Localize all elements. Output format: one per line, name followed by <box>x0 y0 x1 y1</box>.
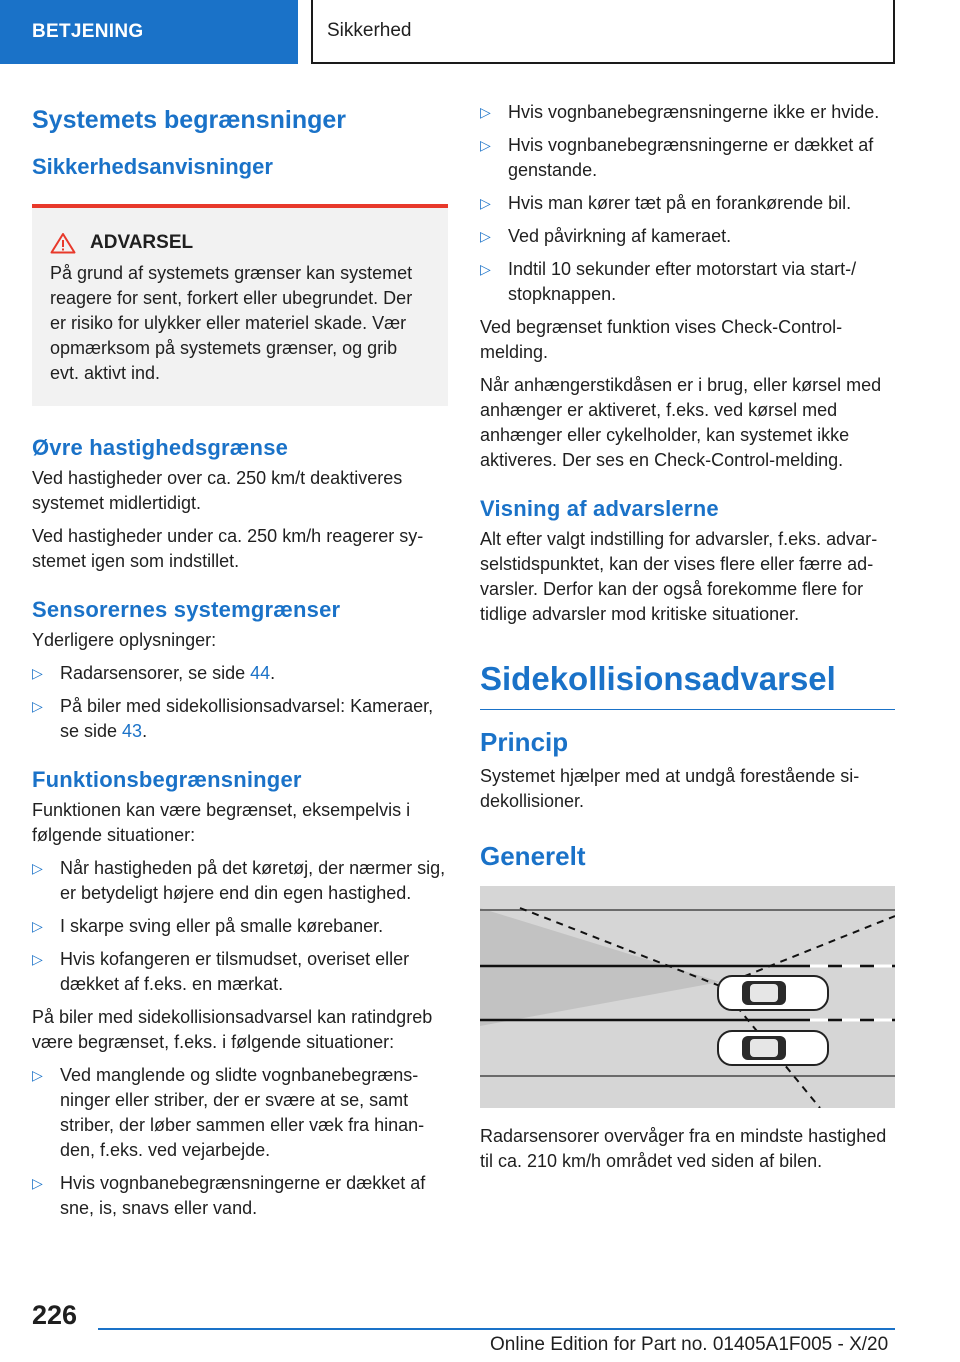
function-intro: Funktionen kan være begrænset, eksempelvis i følgende situationer: <box>32 800 411 845</box>
list-item-text: Hvis vognbanebegrænsningerne ikke er hvide. <box>508 102 880 122</box>
figure-caption: Radarsensorer overvåger fra en mindste hastighed til ca. 210 km/h området ved siden af bilen. <box>480 1126 887 1171</box>
list-item-text: Ved manglende og slidte vognbanebegrænsninger eller striber, der er svære at se, samt striber, der løber sammen eller væk fra hinanden, f.eks. ved vejarbejde. <box>60 1065 425 1160</box>
warning-triangle-icon <box>50 232 76 254</box>
triangle-bullet-icon: ▷ <box>480 195 491 211</box>
list-item-end: . <box>142 721 148 741</box>
triangle-bullet-icon: ▷ <box>32 1067 43 1083</box>
car-top-icon <box>718 976 828 1010</box>
list-item <box>32 694 448 744</box>
speed-heading: Øvre hastighedsgrænse <box>32 435 289 460</box>
list-item <box>480 133 895 183</box>
footer-edition: Online Edition for Part no. 01405A1F005 - X/20 <box>490 1334 889 1355</box>
list-item <box>480 257 895 307</box>
list-item <box>480 100 895 125</box>
list-item <box>32 1063 448 1163</box>
page-link-43[interactable]: 43 <box>122 721 143 741</box>
list-item-text: Hvis vognbanebegrænsningerne er dækket af genstande. <box>508 135 874 180</box>
list-item-text: Ved påvirkning af kameraet. <box>508 226 732 246</box>
list-item-end: . <box>270 663 276 683</box>
trailer-paragraph: Når anhængerstikdåsen er i brug, eller kørsel med anhænger er aktiveret, f.eks. ved kørsel med anhænger eller cykelholder, kan systemet ikke aktiveres. Der ses en Check-Control-melding. <box>480 375 882 470</box>
steering-list <box>32 1063 448 1221</box>
triangle-bullet-icon: ▷ <box>32 918 43 934</box>
side-collision-illustration <box>480 886 895 1108</box>
function-list <box>32 856 448 997</box>
list-item-text: Når hastigheden på det køretøj, der nærmer sig, er betydeligt højere end din egen hastighed. <box>60 858 446 903</box>
triangle-bullet-icon: ▷ <box>480 104 491 120</box>
principle-text: Systemet hjælper med at undgå forestående sidekollisioner. <box>480 766 860 811</box>
triangle-bullet-icon: ▷ <box>480 137 491 153</box>
triangle-bullet-icon: ▷ <box>32 860 43 876</box>
sensors-list <box>32 661 448 744</box>
right-column <box>480 100 895 1182</box>
list-item <box>480 224 895 249</box>
steering-paragraph: På biler med sidekollisionsadvarsel kan ratindgreb være begrænset, f.eks. i følgende situationer: <box>32 1007 433 1052</box>
triangle-bullet-icon: ▷ <box>480 228 491 244</box>
warning-label: ADVARSEL <box>90 232 194 253</box>
lane-list <box>480 100 895 307</box>
page-number: 226 <box>32 1300 78 1330</box>
left-column <box>32 100 448 1229</box>
list-item-text: Indtil 10 sekunder efter motorstart via start-/ stopknappen. <box>508 259 857 304</box>
list-item <box>32 661 448 686</box>
list-item <box>480 191 895 216</box>
list-item <box>32 914 448 939</box>
general-heading: Generelt <box>480 841 586 871</box>
speed-paragraph-1: Ved hastigheder over ca. 250 km/t deaktiveres systemet midlertidigt. <box>32 468 403 513</box>
list-item <box>32 947 448 997</box>
sensors-intro: Yderligere oplysninger: <box>32 630 217 650</box>
list-item-text: Hvis man kører tæt på en forankørende bil. <box>508 193 852 213</box>
chapter-heading: Sidekollisionsadvarsel <box>480 657 895 710</box>
list-item-text: Hvis vognbanebegrænsningerne er dækket af sne, is, snavs eller vand. <box>60 1173 426 1218</box>
check-control-paragraph: Ved begrænset funktion vises Check-Control-melding. <box>480 317 843 362</box>
function-limits-heading: Funktionsbegrænsninger <box>32 767 302 792</box>
triangle-bullet-icon: ▷ <box>32 951 43 967</box>
triangle-bullet-icon: ▷ <box>32 698 43 714</box>
warnings-display-text: Alt efter valgt indstilling for advarsler, f.eks. advarselstidspunktet, kan der vises flere eller færre advarsler. Derfor kan der også forekomme flere for tidlige advarsler mod kritiske situationer. <box>480 529 878 624</box>
list-item <box>32 856 448 906</box>
triangle-bullet-icon: ▷ <box>480 261 491 277</box>
safety-subtitle: Sikkerhedsanvisninger <box>32 154 273 179</box>
warning-text: På grund af systemets grænser kan systemet reagere for sent, forkert eller ubegrundet. Der er risiko for ulykker eller materiel skade. Vær opmærksom på systemets grænser, og grib evt. aktivt ind. <box>50 263 413 383</box>
section-title: Sikkerhed <box>311 0 895 64</box>
list-item <box>32 1171 448 1221</box>
list-item-text: Radarsensorer, se side <box>60 663 251 683</box>
triangle-bullet-icon: ▷ <box>32 665 43 681</box>
footer-divider <box>98 1328 895 1330</box>
warning-header <box>50 230 430 255</box>
page-title: Systemets begrænsninger <box>32 106 346 134</box>
car-bottom-icon <box>718 1031 828 1065</box>
page-link-44[interactable]: 44 <box>250 663 271 683</box>
list-item-text: I skarpe sving eller på smalle kørebaner. <box>60 916 384 936</box>
warning-box <box>32 204 448 406</box>
warnings-display-heading: Visning af advarslerne <box>480 496 719 521</box>
triangle-bullet-icon: ▷ <box>32 1175 43 1191</box>
principle-heading: Princip <box>480 727 569 757</box>
sensors-heading: Sensorernes systemgrænser <box>32 597 341 622</box>
speed-paragraph-2: Ved hastigheder under ca. 250 km/h reagerer systemet igen som indstillet. <box>32 526 424 571</box>
list-item-text: På biler med sidekollisionsadvarsel: Kameraer, se side <box>60 696 434 741</box>
list-item-text: Hvis kofangeren er tilsmudset, overiset eller dækket af f.eks. en mærkat. <box>60 949 410 994</box>
chapter-tab: BETJENING <box>0 0 298 64</box>
